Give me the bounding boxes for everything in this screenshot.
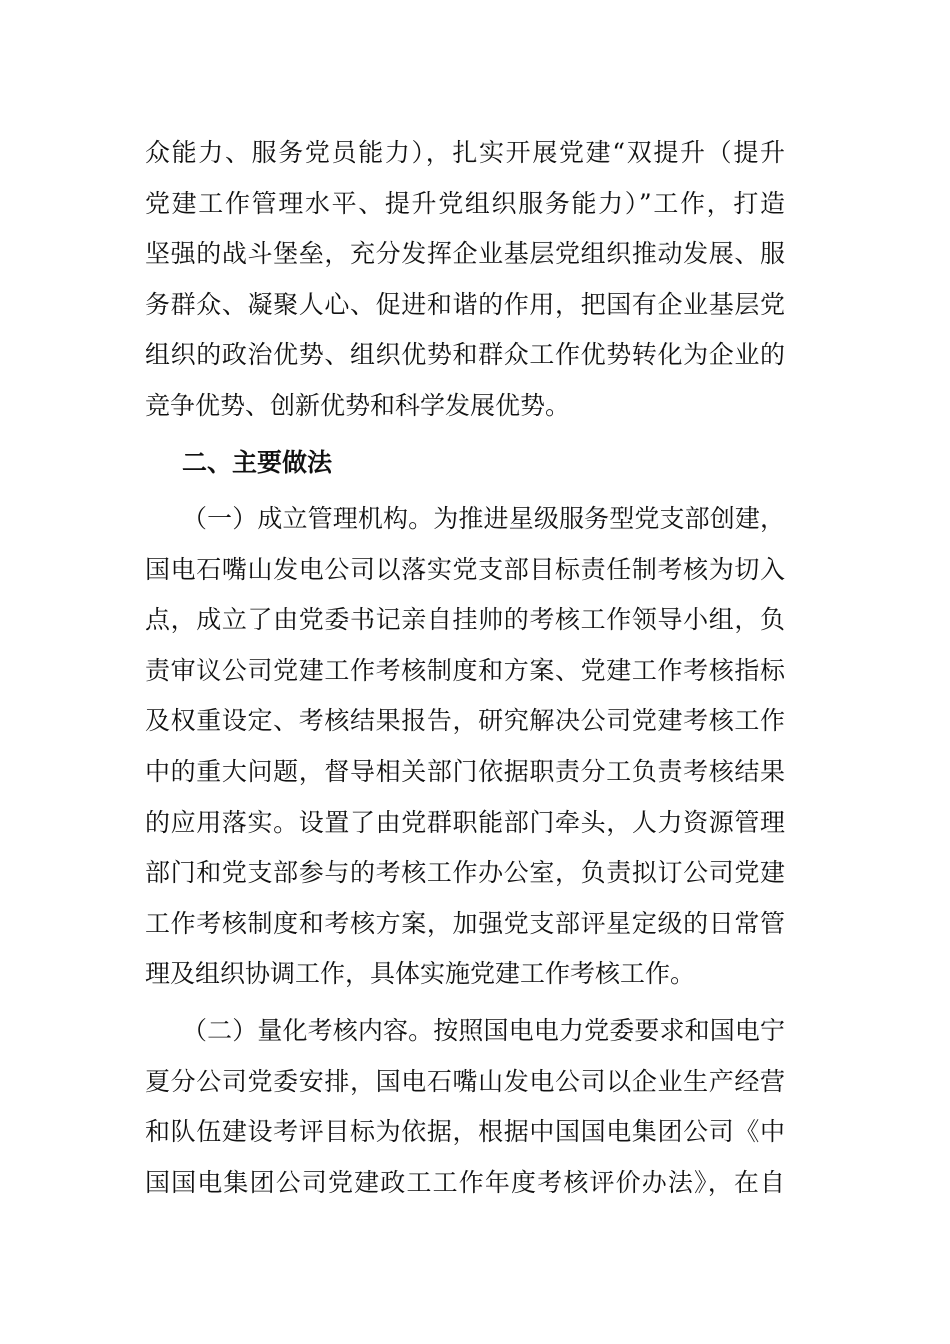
text-line: 工作考核制度和考核方案，加强党支部评星定级的日常管 [145,908,785,938]
paragraph-quantified-assessment [145,1006,785,1208]
text-line: 国电石嘴山发电公司以落实党支部目标责任制考核为切入 [145,554,785,584]
text-line: 责审议公司党建工作考核制度和方案、党建工作考核指标 [145,655,785,685]
text-line: 点，成立了由党委书记亲自挂帅的考核工作领导小组，负 [145,605,785,635]
text-line: （一）成立管理机构。为推进星级服务型党支部创建， [182,504,785,533]
section-heading: 二、主要做法 [182,448,333,477]
text-line: 部门和党支部参与的考核工作办公室，负责拟订公司党建 [145,858,785,888]
text-line: 坚强的战斗堡垒，充分发挥企业基层党组织推动发展、服 [145,239,785,269]
paragraph-management-body [145,494,785,1000]
text-line: 理及组织协调工作，具体实施党建工作考核工作。 [145,959,696,989]
text-line: 务群众、凝聚人心、促进和谐的作用，把国有企业基层党 [145,289,785,319]
text-line: 竞争优势、创新优势和科学发展优势。 [145,390,571,420]
text-line: 和队伍建设考评目标为依据，根据中国国电集团公司《中 [145,1117,785,1147]
text-line: 众能力、服务党员能力），扎实开展党建“双提升（提升 [145,138,785,167]
text-line: 组织的政治优势、组织优势和群众工作优势转化为企业的 [145,340,785,370]
text-line: 党建工作管理水平、提升党组织服务能力）”工作，打造 [145,188,785,218]
text-line: 国国电集团公司党建政工工作年度考核评价办法》，在自 [145,1167,785,1197]
paragraph-goals [145,128,785,432]
text-line: 及权重设定、考核结果报告，研究解决公司党建考核工作 [145,706,785,736]
text-line: （二）量化考核内容。按照国电电力党委要求和国电宁 [182,1016,785,1045]
text-line: 夏分公司党委安排，国电石嘴山发电公司以企业生产经营 [145,1066,785,1096]
text-line: 中的重大问题，督导相关部门依据职责分工负责考核结果 [145,756,785,786]
section-heading-block [145,438,785,489]
text-line: 的应用落实。设置了由党群职能部门牵头，人力资源管理 [145,807,785,837]
